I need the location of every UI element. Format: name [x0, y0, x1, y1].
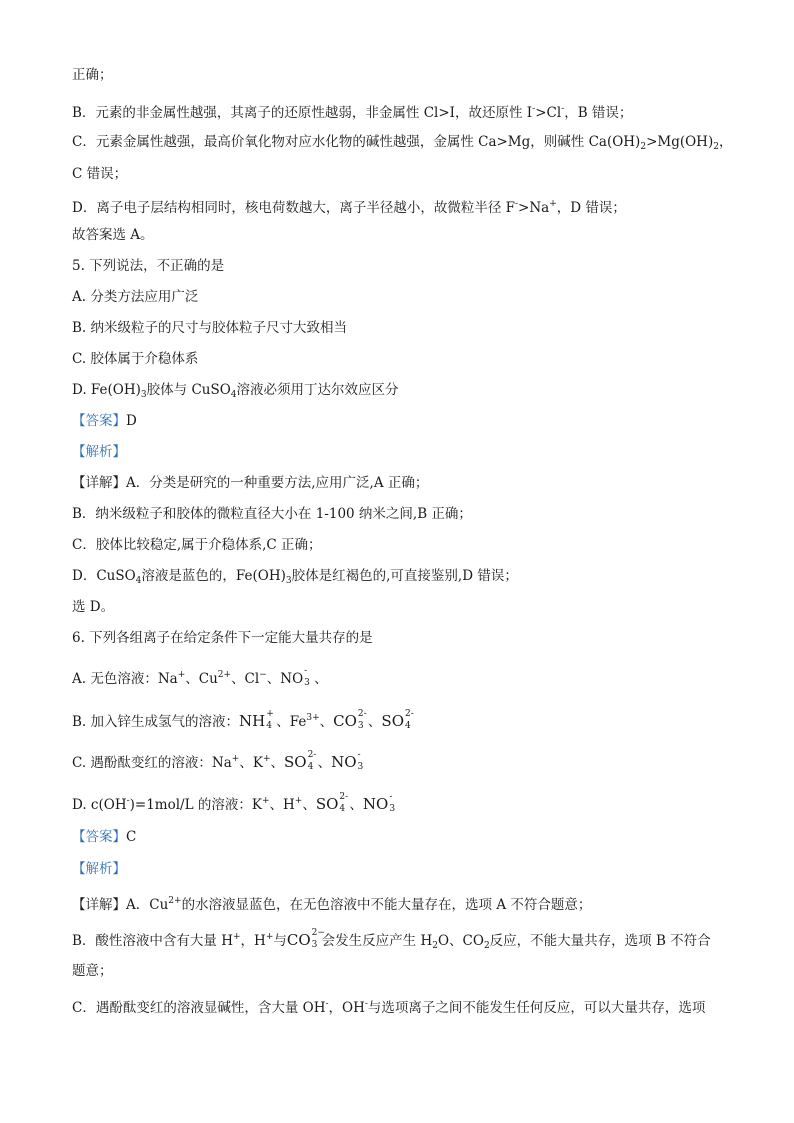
explanation-6-b: B．酸性溶液中含有大量 H+，H+与CO 2− 3 会发生反应产生 $H_2O$、$CO_2$反应，不能大量共存，选项 B 不符合 [72, 928, 711, 951]
question-6-option-d: D. c(OH-)=1mol/L 的溶液：K+、H+、SO 2- 4 、NO - 3 [72, 792, 396, 814]
question-5-option-a: A. 分类方法应用广泛 [72, 289, 199, 305]
answer-5: 【答案】D [72, 413, 137, 429]
text-line: 正确； [72, 67, 113, 83]
explanation-6-a: 【详解】A．$Cu^{2+}$的水溶液显蓝色，在无色溶液中不能大量存在，选项 A 不符合题意； [72, 896, 592, 913]
explanation-5-c: C．胶体比较稳定,属于介稳体系,C 正确； [72, 537, 322, 553]
text-line: 题意； [72, 963, 113, 979]
question-5-option-b: B. 纳米级粒子的尺寸与胶体粒子尺寸大致相当 [72, 320, 348, 336]
question-6-stem: 6. 下列各组离子在给定条件下一定能大量共存的是 [72, 630, 373, 646]
question-5-option-c: C. 胶体属于介稳体系 [72, 351, 199, 367]
text-line: C．元素金属性越强，最高价氧化物对应水化物的碱性越强，金属性 Ca>Mg，则碱性 $Ca(OH)_2>Mg(OH)_2$， [72, 134, 733, 152]
explanation-5-b: B．纳米级粒子和胶体的微粒直径大小在 1-100 纳米之间,B 正确； [72, 506, 472, 522]
analysis-6-heading: 【解析】 [72, 861, 126, 877]
answer-6: 【答案】C [72, 829, 137, 845]
analysis-5-heading: 【解析】 [72, 444, 126, 460]
question-6-option-b: B. 加入锌生成氢气的溶液：NH + 4 、$Fe^{3+}$、CO 2- 3 、SO 2- 4 [72, 709, 414, 731]
question-5-option-d: D. $Fe(OH)_3$胶体与 CuSO$_4$溶液必须用丁达尔效应区分 [72, 382, 399, 400]
text-line: D．离子电子层结构相同时，核电荷数越大，离子半径越小，故微粒半径 F->Na+，D 错误； [72, 199, 626, 216]
explanation-6-c: C．遇酚酞变红的溶液显碱性，含大量 OH-，OH-与选项离子之间不能发生任何反应，可以大量共存，选项 [72, 999, 706, 1016]
question-6-option-c: C. 遇酚酞变红的溶液：Na+、K+、SO 2- 4 、NO - 3 [72, 750, 364, 772]
explanation-5-a: 【详解】A．分类是研究的一种重要方法,应用广泛,A 正确； [72, 475, 429, 491]
selection-5: 选 D。 [72, 599, 115, 615]
text-line: C 错误； [72, 166, 128, 182]
text-line: B．元素的非金属性越强，其离子的还原性越弱，非金属性 Cl>I，故还原性 I->Cl-，B 错误； [72, 104, 633, 121]
question-6-option-a: A. 无色溶液：Na+、$Cu^{2+}$、Cl−、NO - 3 、 [72, 666, 328, 688]
text-line: 故答案选 A。 [72, 227, 154, 243]
explanation-5-d: D．CuSO$_4$溶液是蓝色的，$Fe(OH)_3$胶体是红褐色的,可直接鉴别,D 错误； [72, 568, 518, 586]
question-5-stem: 5. 下列说法，不正确的是 [72, 258, 225, 274]
